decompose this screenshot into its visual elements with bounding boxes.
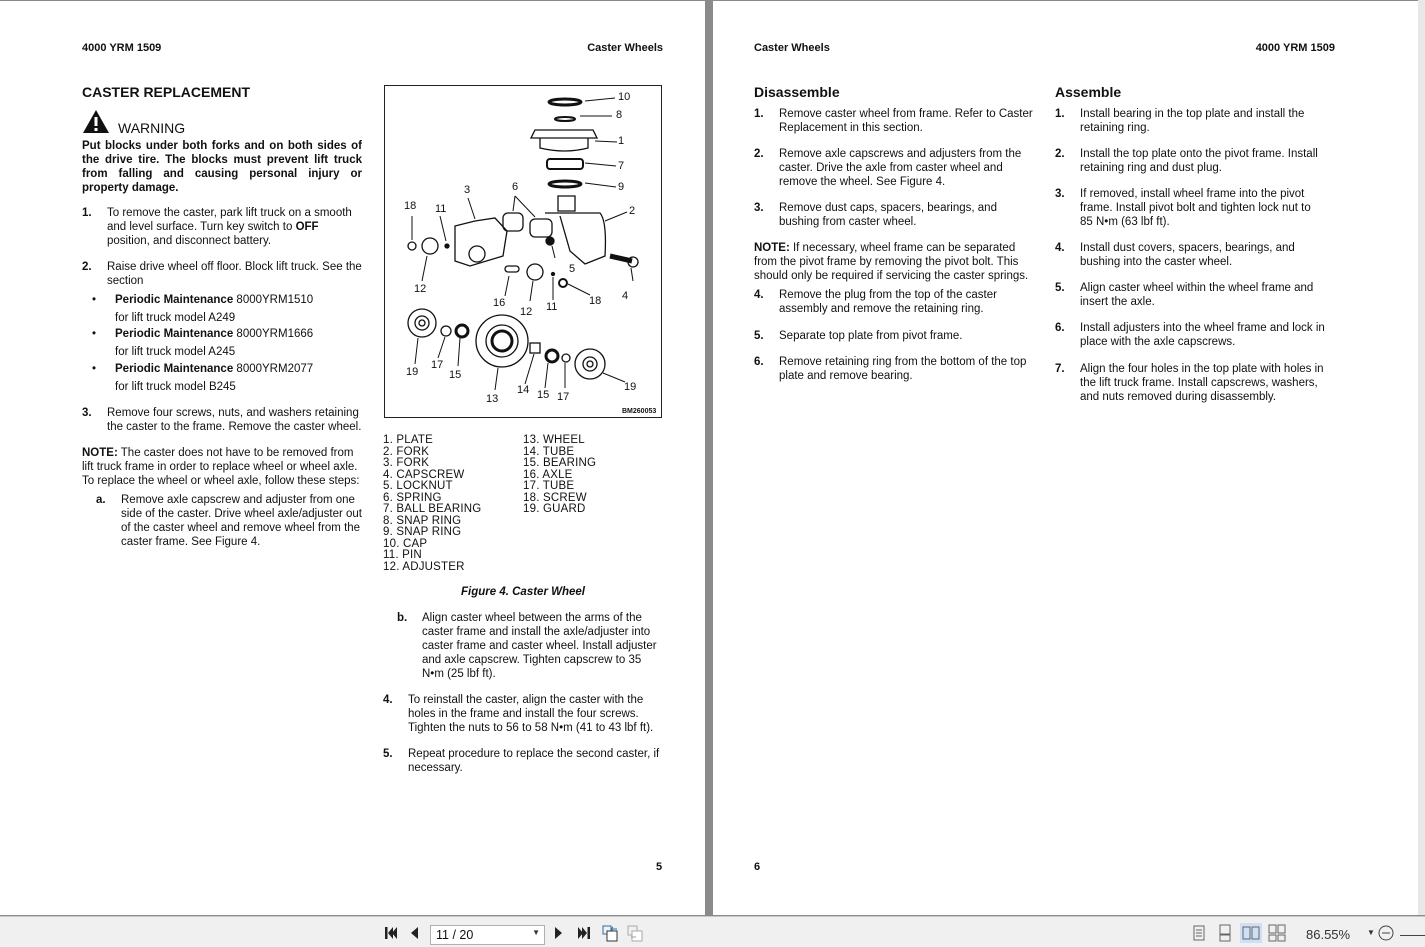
step-number: 3. (82, 407, 92, 419)
callout: 17 (557, 391, 570, 403)
assemble-step-4: Install dust covers, spacers, bearings, and bushing into the caster wheel. (1080, 242, 1295, 268)
part-item: 1. PLATE (383, 434, 433, 446)
callout: 19 (624, 381, 637, 393)
assemble-step-1: Install bearing in the top plate and install the retaining ring. (1080, 108, 1305, 134)
assemble-step-3: If removed, install wheel frame into the pivot frame. Install pivot bolt and tighten lock nut to 85 N•m (63 lbf ft). (1080, 188, 1311, 228)
bullet: • (92, 363, 97, 375)
disassemble-step-2: Remove axle capscrews and adjusters from the caster. Drive the axle from caster wheel and remove the wheel. See Figure 4. (779, 148, 1022, 188)
part-item: 4. CAPSCREW (383, 468, 465, 481)
reference-1 (115, 293, 313, 307)
callout: 19 (406, 366, 419, 378)
substep-a-text: Remove axle capscrew and adjuster from one side of the caster. Drive wheel axle/adjuster out of the caster wheel and remove wheel from the caster frame. See Figure 4. (121, 494, 362, 548)
ref-title: Periodic Maintenance (115, 328, 234, 340)
disassemble-step-1: Remove caster wheel from frame. Refer to Caster Replacement in this section. (779, 108, 1033, 134)
continuous-facing-icon (1268, 924, 1286, 942)
single-page-icon (1193, 925, 1205, 941)
callout: 9 (618, 181, 625, 193)
part-item: 7. BALL BEARING (383, 503, 482, 515)
part-item: 8. SNAP RING (383, 514, 462, 527)
part-item: 19. GUARD (523, 503, 586, 515)
step-4-text: To reinstall the caster, align the caster with the holes in the frame and install the four screws. Tighten the nuts to 56 to 58 N•m (41 to 43 lbf ft). (408, 694, 654, 734)
note-text: The caster does not have to be removed from lift truck frame in order to replace wheel or wheel axle. To replace the wheel or wheel axle, follow these steps: (82, 447, 360, 487)
step-2-text: Raise drive wheel off floor. Block lift truck. See the section (107, 261, 362, 287)
callout: 15 (449, 369, 462, 381)
continuous-facing-view-button[interactable] (1267, 923, 1287, 943)
part-item: 16. AXLE (523, 468, 573, 481)
ref-model: for lift truck model B245 (115, 381, 236, 393)
step-number: 4. (1055, 242, 1065, 254)
page-number: 6 (754, 861, 761, 873)
dropdown-arrow-icon[interactable]: ▼ (532, 928, 540, 937)
bullet: • (92, 294, 97, 306)
callout: 5 (569, 263, 576, 275)
zoom-out-icon (1378, 925, 1394, 941)
step-number: 4. (383, 694, 393, 706)
last-page-button[interactable] (575, 923, 593, 943)
pdf-page-5 (0, 1, 705, 915)
previous-page-button[interactable] (406, 923, 422, 943)
running-header-doc: 4000 YRM 1509 (1255, 42, 1335, 54)
first-page-icon (384, 926, 398, 940)
ref-model: for lift truck model A249 (115, 312, 236, 324)
warning-triangle-icon (82, 109, 110, 134)
facing-view-button[interactable] (1240, 923, 1262, 943)
page-number-value: 11 / 20 (436, 928, 474, 942)
note (82, 446, 364, 488)
part-item: 11. PIN (383, 549, 422, 561)
step-text: To remove the caster, park lift truck on a smooth and level surface. Turn key switch to (107, 207, 352, 233)
part-item: 5. LOCKNUT (383, 480, 453, 492)
facing-pages-icon (1242, 926, 1260, 940)
step-number: 3. (1055, 188, 1065, 200)
callout: 2 (629, 205, 636, 217)
zoom-out-button[interactable] (1377, 923, 1395, 943)
callout: 4 (622, 290, 629, 302)
reference-2 (115, 327, 313, 341)
part-item: 18. SCREW (523, 491, 587, 504)
first-page-button[interactable] (382, 923, 400, 943)
step-number: 2. (1055, 148, 1065, 160)
step-3-text: Remove four screws, nuts, and washers retaining the caster to the frame. Remove the caster wheel. (107, 407, 362, 433)
callout: 1 (618, 135, 625, 147)
single-page-view-button[interactable] (1190, 923, 1208, 943)
assemble-step-7: Align the four holes in the top plate with holes in the lift truck frame. Install capscrews, washers, and nuts removed during disassembly. (1080, 363, 1324, 403)
next-page-icon (554, 926, 564, 940)
part-item: 9. SNAP RING (383, 526, 462, 538)
assemble-heading: Assemble (1055, 84, 1122, 100)
last-page-icon (577, 926, 591, 940)
step-5-text: Repeat procedure to replace the second caster, if necessary. (408, 748, 660, 774)
reference-3 (115, 362, 313, 376)
callout: 8 (616, 109, 623, 121)
disassemble-heading: Disassemble (754, 84, 840, 100)
callout: 3 (464, 184, 471, 196)
callout: 16 (493, 297, 506, 309)
part-item: 12. ADJUSTER (383, 560, 465, 573)
step-number: 2. (82, 261, 92, 273)
step-number: 6. (1055, 322, 1065, 334)
step-number: 4. (754, 289, 764, 301)
previous-page-icon (409, 926, 419, 940)
vertical-scrollbar[interactable] (1418, 0, 1425, 915)
callout: 17 (431, 359, 444, 371)
part-item: 14. TUBE (523, 445, 575, 458)
assemble-step-2: Install the top plate onto the pivot frame. Install retaining ring and dust plug. (1080, 148, 1318, 174)
continuous-view-button[interactable] (1216, 923, 1234, 943)
part-item: 2. FORK (383, 445, 430, 458)
callout: 7 (618, 160, 625, 172)
disassemble-step-5: Separate top plate from pivot frame. (779, 330, 963, 342)
callout: 11 (546, 301, 558, 313)
previous-view-button[interactable] (600, 923, 620, 943)
callout: 14 (517, 384, 530, 396)
step-number: 7. (1055, 363, 1065, 375)
part-item: 10. CAP (383, 537, 428, 550)
callout: 12 (520, 306, 533, 318)
part-item: 3. FORK (383, 457, 430, 469)
note-label: NOTE: (82, 447, 118, 459)
note-label: NOTE: (754, 242, 790, 254)
callout: 13 (486, 393, 499, 405)
step-number: 6. (754, 356, 764, 368)
figure-caption: Figure 4. Caster Wheel (461, 586, 585, 598)
page-number-field[interactable] (430, 925, 545, 945)
caster-wheel-figure (384, 85, 662, 418)
previous-view-icon (601, 924, 619, 942)
next-page-button[interactable] (551, 923, 567, 943)
ref-title: Periodic Maintenance (115, 363, 234, 375)
assemble-step-6: Install adjusters into the wheel frame and lock in place with the axle capscrews. (1080, 322, 1325, 348)
step-1-text (107, 206, 362, 248)
step-number: 1. (754, 108, 764, 120)
step-number: 5. (1055, 282, 1065, 294)
zoom-dropdown-icon[interactable]: ▼ (1367, 928, 1375, 937)
running-header-doc: 4000 YRM 1509 (82, 42, 162, 54)
step-number: a. (96, 494, 106, 506)
zoom-level[interactable]: 86.55% (1306, 927, 1351, 942)
figure-id: BM260053 (622, 408, 657, 415)
bullet: • (92, 328, 97, 340)
step-text: position, and disconnect battery. (107, 235, 272, 247)
callout: 10 (618, 91, 631, 103)
running-header-section: Caster Wheels (754, 42, 830, 54)
ref-model: for lift truck model A245 (115, 346, 236, 358)
pdf-page-6 (713, 1, 1418, 915)
ref-doc: 8000YRM2077 (233, 363, 314, 375)
step-number: 5. (383, 748, 393, 760)
assemble-step-5: Align caster wheel within the wheel frame and insert the axle. (1080, 282, 1314, 308)
step-number: 1. (82, 207, 92, 219)
note-text: If necessary, wheel frame can be separated from the pivot frame by removing the pivot bolt. This should only be required if servicing the caster springs. (754, 242, 1029, 282)
callout: 18 (589, 295, 602, 307)
running-header-section: Caster Wheels (587, 42, 663, 54)
warning-label: WARNING (118, 120, 186, 136)
part-item: 6. SPRING (383, 491, 442, 504)
step-number: b. (397, 612, 408, 624)
parts-list-col2 (523, 435, 596, 516)
disassemble-step-4: Remove the plug from the top of the caster assembly and remove the retaining ring. (779, 289, 997, 315)
part-item: 17. TUBE (523, 480, 575, 492)
disassemble-step-6: Remove retaining ring from the bottom of the top plate and remove bearing. (779, 356, 1027, 382)
callout: 18 (404, 200, 417, 212)
callout: 12 (414, 283, 427, 295)
section-title: CASTER REPLACEMENT (82, 84, 251, 100)
callout: 15 (537, 389, 550, 401)
page-number: 5 (656, 861, 663, 873)
viewer-toolbar (0, 916, 1425, 947)
next-view-icon (626, 924, 644, 942)
step-number: 3. (754, 202, 764, 214)
callout: 11 (435, 203, 447, 215)
substep-b-text: Align caster wheel between the arms of the caster frame and install the axle/adjuster into caster frame and caster wheel. Install adjuster and axle capscrew. Tighten capscrew to 35 N•m (25 lbf ft). (422, 612, 657, 680)
step-number: 1. (1055, 108, 1065, 120)
callout: 6 (512, 181, 519, 193)
disassemble-step-3: Remove dust caps, spacers, bearings, and bushing from caster wheel. (779, 202, 997, 228)
continuous-page-icon (1219, 924, 1231, 942)
step-number: 5. (754, 330, 764, 342)
parts-list-col1 (383, 435, 481, 573)
ref-doc: 8000YRM1510 (233, 294, 314, 306)
ref-title: Periodic Maintenance (115, 294, 234, 306)
warning-text: Put blocks under both forks and on both sides of the drive tire. The blocks must prevent lift truck from falling and causing personal injury or property damage. (82, 140, 362, 194)
ref-doc: 8000YRM1666 (233, 328, 314, 340)
part-item: 15. BEARING (523, 457, 597, 469)
disassemble-note (754, 241, 1034, 283)
part-item: 13. WHEEL (523, 434, 585, 446)
step-number: 2. (754, 148, 764, 160)
step-text-bold: OFF (295, 221, 319, 233)
next-view-button[interactable] (625, 923, 645, 943)
zoom-slider[interactable] (1400, 935, 1425, 936)
